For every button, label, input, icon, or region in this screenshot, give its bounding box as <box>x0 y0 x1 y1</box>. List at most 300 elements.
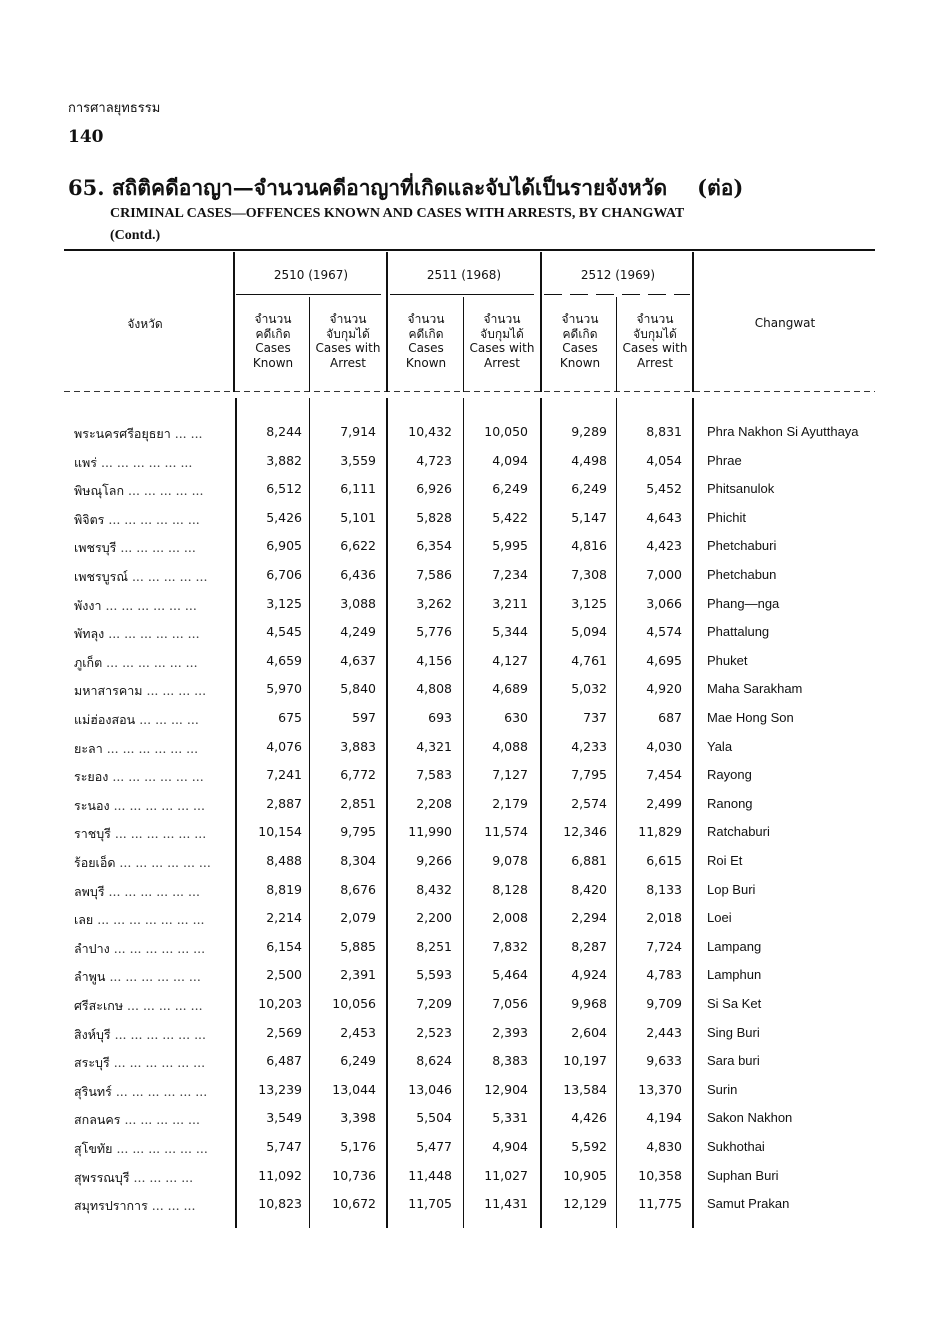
year-header-1967: 2510 (1967) <box>273 268 349 282</box>
changwat-english: Samut Prakan <box>707 1196 790 1212</box>
cell-value: 4,156 <box>416 652 452 668</box>
changwat-english: Yala <box>707 738 733 754</box>
changwat-english: Roi Et <box>707 853 743 868</box>
changwat-thai: สมุทรปราการ ... ... ... <box>74 1198 196 1214</box>
table-row <box>0 967 941 995</box>
table-row <box>0 739 941 767</box>
changwat-thai: ราชบุรี ... ... ... ... ... ... <box>74 826 207 842</box>
cell-value: 5,422 <box>492 509 528 525</box>
cell-value: 4,054 <box>646 452 682 468</box>
leader-dots: ... ... ... ... <box>146 683 207 699</box>
subheader-arrest-1: จำนวน จับกุมได้ Cases with Arrest <box>469 312 535 370</box>
year-header-1968: 2511 (1968) <box>426 268 502 282</box>
leader-dots: ... ... <box>174 426 203 441</box>
cell-value: 4,094 <box>492 452 528 468</box>
cell-value: 6,881 <box>571 853 607 868</box>
cell-value: 11,431 <box>484 1196 528 1212</box>
cell-value: 4,783 <box>646 967 682 983</box>
changwat-thai: แม่ฮ่องสอน ... ... ... ... <box>74 712 199 727</box>
cell-value: 2,008 <box>492 910 528 926</box>
cell-value: 8,624 <box>416 1053 452 1069</box>
year-underline-1969 <box>544 294 690 295</box>
changwat-thai: ร้อยเอ็ด ... ... ... ... ... ... <box>74 855 211 870</box>
changwat-thai: พังงา ... ... ... ... ... ... <box>74 597 197 613</box>
cell-value: 4,924 <box>571 967 607 983</box>
cell-value: 12,129 <box>563 1196 607 1212</box>
table-row <box>0 424 941 452</box>
cell-value: 2,393 <box>492 1024 528 1040</box>
cell-value: 2,523 <box>416 1024 452 1040</box>
table-row <box>0 567 941 595</box>
cell-value: 5,592 <box>571 1139 607 1154</box>
table-row <box>0 1196 941 1224</box>
leader-dots: ... ... ... ... ... ... <box>113 1055 206 1071</box>
cell-value: 4,695 <box>646 652 682 668</box>
cell-value: 6,111 <box>340 481 376 497</box>
cell-value: 2,887 <box>266 795 302 811</box>
title-english-line2: (Contd.) <box>110 228 161 243</box>
cell-value: 3,066 <box>646 595 682 611</box>
cell-value: 9,289 <box>571 424 607 439</box>
cell-value: 13,044 <box>332 1081 376 1097</box>
table-row <box>0 767 941 795</box>
col-header-english: Changwat <box>754 316 816 330</box>
cell-value: 2,851 <box>340 795 376 811</box>
table-row <box>0 996 941 1024</box>
changwat-english: Sara buri <box>707 1053 760 1069</box>
changwat-thai: แพร่ ... ... ... ... ... ... <box>74 454 193 470</box>
cell-value: 5,464 <box>492 967 528 983</box>
leader-dots: ... ... ... <box>151 1198 196 1214</box>
cell-value: 7,583 <box>416 767 452 783</box>
leader-dots: ... ... ... ... ... ... <box>114 826 207 842</box>
cell-value: 3,882 <box>266 452 302 468</box>
cell-value: 8,420 <box>571 881 607 897</box>
leader-dots: ... ... ... ... ... <box>131 569 208 584</box>
cell-value: 5,331 <box>492 1110 528 1126</box>
leader-dots: ... ... ... ... ... <box>124 1112 200 1128</box>
cell-value: 8,383 <box>492 1053 528 1069</box>
cell-value: 10,432 <box>408 424 452 439</box>
cell-value: 3,125 <box>571 595 607 611</box>
cell-value: 8,244 <box>266 424 302 439</box>
cell-value: 5,747 <box>266 1139 302 1154</box>
cell-value: 2,200 <box>416 910 452 926</box>
cell-value: 11,829 <box>638 824 682 840</box>
cell-value: 9,266 <box>416 853 452 868</box>
subheader-arrest-2: จำนวน จับกุมได้ Cases with Arrest <box>622 312 688 370</box>
leader-dots: ... ... ... ... ... ... <box>106 740 199 756</box>
cell-value: 2,079 <box>340 910 376 926</box>
subheader-known-0: จำนวน คดีเกิด Cases Known <box>252 312 294 370</box>
cell-value: 2,500 <box>266 967 302 983</box>
cell-value: 6,615 <box>646 853 682 868</box>
cell-value: 3,088 <box>340 595 376 611</box>
cell-value: 7,454 <box>646 767 682 783</box>
leader-dots: ... ... ... ... ... <box>128 483 204 499</box>
cell-value: 4,689 <box>492 681 528 697</box>
subheader-arrest-0: จำนวน จับกุมได้ Cases with Arrest <box>315 312 381 370</box>
leader-dots: ... ... ... ... ... ... <box>112 769 204 785</box>
table-row <box>0 1110 941 1138</box>
cell-value: 5,147 <box>571 509 607 525</box>
changwat-english: Surin <box>707 1081 738 1097</box>
changwat-english: Lamphun <box>707 967 762 983</box>
changwat-english: Si Sa Ket <box>707 996 762 1011</box>
cell-value: 8,676 <box>340 881 376 897</box>
col-divider-a <box>233 252 235 392</box>
table-row <box>0 1139 941 1167</box>
changwat-english: Phuket <box>707 652 748 668</box>
changwat-english: Lop Buri <box>707 881 756 897</box>
cell-value: 4,659 <box>266 652 302 668</box>
changwat-thai: พิษณุโลก ... ... ... ... ... <box>74 483 204 499</box>
cell-value: 4,920 <box>646 681 682 697</box>
leader-dots: ... ... ... ... ... ... <box>113 940 206 956</box>
changwat-thai: พัทลุง ... ... ... ... ... ... <box>74 626 200 642</box>
cell-value: 7,832 <box>492 938 528 954</box>
cell-value: 2,018 <box>646 910 682 926</box>
year-underline-1968 <box>390 294 534 295</box>
cell-value: 4,194 <box>646 1110 682 1126</box>
cell-value: 4,816 <box>571 538 607 554</box>
leader-dots: ... ... ... ... ... <box>127 998 203 1013</box>
changwat-thai: สุรินทร์ ... ... ... ... ... ... <box>74 1083 208 1099</box>
cell-value: 12,904 <box>484 1081 528 1097</box>
col-header-thai: จังหวัด <box>127 317 163 331</box>
changwat-thai: ลำพูน ... ... ... ... ... ... <box>74 969 201 985</box>
col-divider-c <box>540 252 542 392</box>
changwat-english: Maha Sarakham <box>707 681 803 697</box>
cell-value: 4,808 <box>416 681 452 697</box>
cell-value: 8,819 <box>266 881 302 897</box>
table-row <box>0 453 941 481</box>
changwat-thai: ภูเก็ต ... ... ... ... ... ... <box>74 654 198 670</box>
cell-value: 7,234 <box>492 567 528 582</box>
cell-value: 6,249 <box>571 481 607 497</box>
cell-value: 13,239 <box>258 1081 302 1097</box>
sub-divider-1968 <box>463 297 464 392</box>
cell-value: 7,000 <box>646 567 682 582</box>
cell-value: 4,904 <box>492 1139 528 1154</box>
cell-value: 9,709 <box>646 996 682 1011</box>
cell-value: 5,885 <box>340 938 376 954</box>
changwat-thai: สระบุรี ... ... ... ... ... ... <box>74 1055 206 1071</box>
changwat-thai: พระนครศรีอยุธยา ... ... <box>74 426 203 441</box>
cell-value: 4,426 <box>571 1110 607 1126</box>
cell-value: 10,197 <box>563 1053 607 1069</box>
cell-value: 7,308 <box>571 567 607 582</box>
cell-value: 4,321 <box>416 738 452 754</box>
cell-value: 5,101 <box>340 509 376 525</box>
cell-value: 5,504 <box>416 1110 452 1126</box>
cell-value: 10,823 <box>258 1196 302 1212</box>
changwat-thai: พิจิตร ... ... ... ... ... ... <box>74 511 200 527</box>
changwat-english: Loei <box>707 910 732 926</box>
changwat-thai: ยะลา ... ... ... ... ... ... <box>74 740 199 756</box>
cell-value: 10,056 <box>332 996 376 1011</box>
title-english-line1: CRIMINAL CASES—OFFENCES KNOWN AND CASES WITH ARRESTS, BY CHANGWAT <box>110 206 685 221</box>
cell-value: 5,477 <box>416 1139 452 1154</box>
cell-value: 7,586 <box>416 567 452 582</box>
cell-value: 6,926 <box>416 481 452 497</box>
table-row <box>0 481 941 509</box>
title-thai-text: 65. สถิติคดีอาญา—จำนวนคดีอาญาที่เกิดและจับได้เป็นรายจังหวัด <box>68 175 668 200</box>
table-row <box>0 596 941 624</box>
cell-value: 675 <box>278 710 302 725</box>
cell-value: 11,574 <box>484 824 528 840</box>
cell-value: 3,125 <box>266 595 302 611</box>
cell-value: 6,706 <box>266 567 302 582</box>
leader-dots: ... ... ... ... <box>133 1169 194 1185</box>
table-row <box>0 853 941 881</box>
table-title-english <box>110 203 684 247</box>
changwat-thai: สุโขทัย ... ... ... ... ... ... <box>74 1141 208 1156</box>
cell-value: 4,498 <box>571 452 607 468</box>
leader-dots: ... ... ... ... ... ... <box>119 855 211 870</box>
table-row <box>0 796 941 824</box>
cell-value: 2,294 <box>571 910 607 926</box>
leader-dots: ... ... ... ... ... ... <box>108 883 200 899</box>
changwat-thai: สุพรรณบุรี ... ... ... ... <box>74 1169 194 1185</box>
table-row <box>0 681 941 709</box>
cell-value: 9,078 <box>492 853 528 868</box>
table-row <box>0 939 941 967</box>
changwat-thai: เพชรบูรณ์ ... ... ... ... ... <box>74 569 208 584</box>
header-bottom-rule <box>64 391 875 392</box>
cell-value: 6,487 <box>266 1053 302 1069</box>
cell-value: 4,127 <box>492 652 528 668</box>
cell-value: 2,453 <box>340 1024 376 1040</box>
changwat-thai: สกลนคร ... ... ... ... ... <box>74 1112 200 1128</box>
cell-value: 9,795 <box>340 824 376 840</box>
changwat-english: Suphan Buri <box>707 1167 779 1183</box>
table-row <box>0 624 941 652</box>
cell-value: 11,705 <box>408 1196 452 1212</box>
leader-dots: ... ... ... ... ... ... <box>108 511 200 527</box>
cell-value: 9,633 <box>646 1053 682 1069</box>
changwat-english: Phichit <box>707 509 747 525</box>
subheader-known-1: จำนวน คดีเกิด Cases Known <box>405 312 447 370</box>
cell-value: 3,211 <box>492 595 528 611</box>
leader-dots: ... ... ... ... ... ... <box>105 597 197 613</box>
cell-value: 10,736 <box>332 1167 376 1183</box>
cell-value: 11,775 <box>638 1196 682 1212</box>
leader-dots: ... ... ... ... ... ... <box>115 1083 208 1099</box>
cell-value: 13,584 <box>563 1081 607 1097</box>
table-row <box>0 1168 941 1196</box>
changwat-thai: สิงห์บุรี ... ... ... ... ... ... <box>74 1026 206 1042</box>
cell-value: 3,262 <box>416 595 452 611</box>
cell-value: 3,883 <box>340 738 376 754</box>
cell-value: 6,249 <box>340 1053 376 1069</box>
cell-value: 8,432 <box>416 881 452 897</box>
changwat-english: Mae Hong Son <box>707 710 794 725</box>
cell-value: 11,092 <box>258 1167 302 1183</box>
changwat-thai: ลำปาง ... ... ... ... ... ... <box>74 940 206 956</box>
table-row <box>0 1082 941 1110</box>
cell-value: 6,905 <box>266 538 302 554</box>
table-title-thai <box>68 172 743 205</box>
cell-value: 5,344 <box>492 624 528 640</box>
cell-value: 4,830 <box>646 1139 682 1154</box>
cell-value: 13,046 <box>408 1081 452 1097</box>
leader-dots: ... ... ... ... ... ... ... <box>97 912 205 928</box>
cell-value: 4,545 <box>266 624 302 640</box>
leader-dots: ... ... ... ... ... ... <box>106 654 198 670</box>
cell-value: 4,723 <box>416 452 452 468</box>
cell-value: 630 <box>504 710 528 725</box>
changwat-english: Sakon Nakhon <box>707 1110 793 1126</box>
table-row <box>0 910 941 938</box>
leader-dots: ... ... ... ... ... ... <box>108 626 200 642</box>
cell-value: 11,448 <box>408 1167 452 1183</box>
table-row <box>0 824 941 852</box>
subheader-known-2: จำนวน คดีเกิด Cases Known <box>559 312 601 370</box>
cell-value: 13,370 <box>638 1081 682 1097</box>
cell-value: 5,094 <box>571 624 607 640</box>
col-divider-b <box>386 252 388 392</box>
changwat-english: Phetchabun <box>707 567 777 582</box>
cell-value: 6,154 <box>266 938 302 954</box>
cell-value: 8,488 <box>266 853 302 868</box>
cell-value: 5,970 <box>266 681 302 697</box>
cell-value: 6,354 <box>416 538 452 554</box>
cell-value: 3,398 <box>340 1110 376 1126</box>
cell-value: 2,391 <box>340 967 376 983</box>
year-underline-1967 <box>236 294 381 295</box>
changwat-english: Sing Buri <box>707 1024 760 1040</box>
table-row <box>0 1025 941 1053</box>
changwat-thai: ศรีสะเกษ ... ... ... ... ... <box>74 998 203 1013</box>
cell-value: 8,128 <box>492 881 528 897</box>
changwat-english: Phang—nga <box>707 595 780 611</box>
cell-value: 12,346 <box>563 824 607 840</box>
cell-value: 8,304 <box>340 853 376 868</box>
cell-value: 6,512 <box>266 481 302 497</box>
cell-value: 8,133 <box>646 881 682 897</box>
cell-value: 6,772 <box>340 767 376 783</box>
cell-value: 5,452 <box>646 481 682 497</box>
cell-value: 2,574 <box>571 795 607 811</box>
cell-value: 7,209 <box>416 996 452 1011</box>
cell-value: 10,905 <box>563 1167 607 1183</box>
leader-dots: ... ... ... ... ... ... <box>109 969 201 985</box>
table-row <box>0 710 941 738</box>
cell-value: 5,176 <box>340 1139 376 1154</box>
cell-value: 4,233 <box>571 738 607 754</box>
changwat-thai: เลย ... ... ... ... ... ... ... <box>74 912 205 928</box>
page-number: 140 <box>68 127 104 147</box>
leader-dots: ... ... ... ... <box>139 712 199 727</box>
table-row <box>0 538 941 566</box>
cell-value: 11,990 <box>408 824 452 840</box>
cell-value: 6,249 <box>492 481 528 497</box>
cell-value: 10,050 <box>484 424 528 439</box>
changwat-english: Lampang <box>707 938 762 954</box>
cell-value: 597 <box>352 710 376 725</box>
cell-value: 4,643 <box>646 509 682 525</box>
cell-value: 2,208 <box>416 795 452 811</box>
cell-value: 11,027 <box>484 1167 528 1183</box>
cell-value: 2,499 <box>646 795 682 811</box>
table-row <box>0 1053 941 1081</box>
cell-value: 5,995 <box>492 538 528 554</box>
cell-value: 6,622 <box>340 538 376 554</box>
leader-dots: ... ... ... ... ... ... <box>113 797 205 813</box>
cell-value: 3,549 <box>266 1110 302 1126</box>
cell-value: 7,724 <box>646 938 682 954</box>
cell-value: 7,795 <box>571 767 607 783</box>
cell-value: 5,593 <box>416 967 452 983</box>
cell-value: 4,423 <box>646 538 682 554</box>
cell-value: 9,968 <box>571 996 607 1011</box>
cell-value: 10,203 <box>258 996 302 1011</box>
changwat-english: Phra Nakhon Si Ayutthaya <box>707 424 859 439</box>
cell-value: 4,076 <box>266 738 302 754</box>
cell-value: 2,179 <box>492 795 528 811</box>
changwat-thai: เพชรบุรี ... ... ... ... ... <box>74 540 196 556</box>
leader-dots: ... ... ... ... ... ... <box>114 1026 206 1042</box>
cell-value: 6,436 <box>340 567 376 582</box>
cell-value: 5,776 <box>416 624 452 640</box>
cell-value: 7,127 <box>492 767 528 783</box>
title-thai-contd: (ต่อ) <box>697 175 744 200</box>
cell-value: 4,088 <box>492 738 528 754</box>
table-row <box>0 510 941 538</box>
changwat-english: Rayong <box>707 767 752 783</box>
cell-value: 693 <box>428 710 452 725</box>
changwat-thai: ระยอง ... ... ... ... ... ... <box>74 769 204 785</box>
changwat-english: Phitsanulok <box>707 481 775 497</box>
cell-value: 737 <box>583 710 607 725</box>
cell-value: 3,559 <box>340 452 376 468</box>
changwat-english: Ratchaburi <box>707 824 770 840</box>
cell-value: 4,761 <box>571 652 607 668</box>
changwat-thai: ระนอง ... ... ... ... ... ... <box>74 797 205 813</box>
cell-value: 8,831 <box>646 424 682 439</box>
cell-value: 5,828 <box>416 509 452 525</box>
cell-value: 2,604 <box>571 1024 607 1040</box>
cell-value: 7,056 <box>492 996 528 1011</box>
changwat-english: Ranong <box>707 795 753 811</box>
cell-value: 5,032 <box>571 681 607 697</box>
cell-value: 687 <box>658 710 682 725</box>
cell-value: 2,214 <box>266 910 302 926</box>
cell-value: 10,154 <box>258 824 302 840</box>
cell-value: 7,914 <box>340 424 376 439</box>
cell-value: 7,241 <box>266 767 302 783</box>
cell-value: 8,251 <box>416 938 452 954</box>
cell-value: 2,443 <box>646 1024 682 1040</box>
leader-dots: ... ... ... ... ... ... <box>116 1141 208 1156</box>
leader-dots: ... ... ... ... ... ... <box>100 454 193 470</box>
cell-value: 2,569 <box>266 1024 302 1040</box>
cell-value: 8,287 <box>571 938 607 954</box>
cell-value: 10,672 <box>332 1196 376 1212</box>
leader-dots: ... ... ... ... ... <box>120 540 196 556</box>
table-row <box>0 653 941 681</box>
changwat-thai: ลพบุรี ... ... ... ... ... ... <box>74 883 200 899</box>
cell-value: 5,426 <box>266 509 302 525</box>
changwat-english: Sukhothai <box>707 1139 765 1154</box>
cell-value: 4,249 <box>340 624 376 640</box>
cell-value: 4,574 <box>646 624 682 640</box>
changwat-english: Phrae <box>707 452 742 468</box>
changwat-english: Phetchaburi <box>707 538 777 554</box>
table-row <box>0 882 941 910</box>
cell-value: 5,840 <box>340 681 376 697</box>
